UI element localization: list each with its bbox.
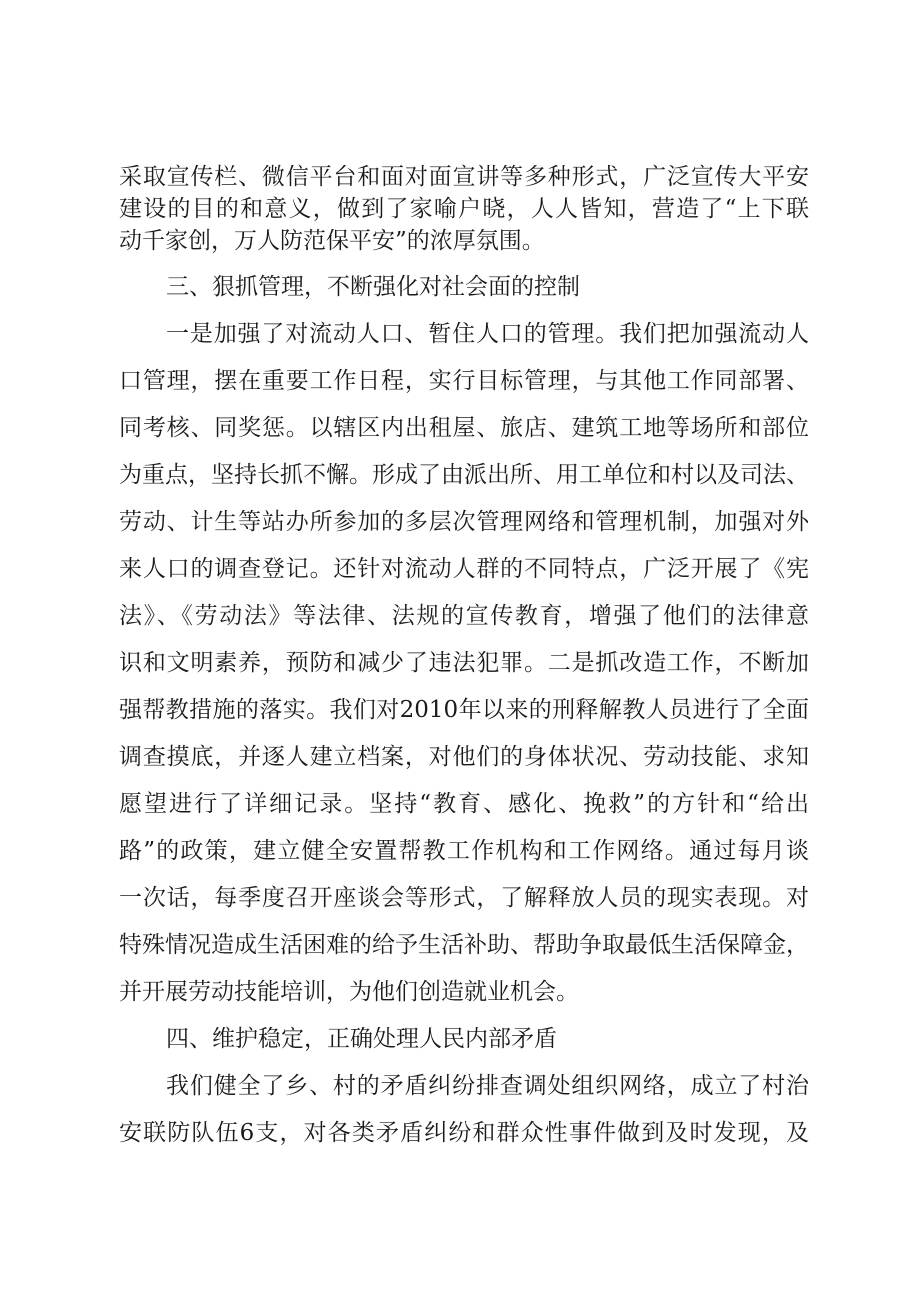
paragraph-3-line-1: 我们健全了乡、村的矛盾纠纷排查调处组织网络，成立了村治 <box>166 1073 809 1099</box>
paragraph-2-line-1: 一是加强了对流动人口、暂住人口的管理。我们把加强流动人 <box>166 321 809 347</box>
paragraph-2-line-14: 特殊情况造成生活困难的给予生活补助、帮助争取最低生活保障金， <box>119 932 809 958</box>
paragraph-2-line-6: 来人口的调查登记。还针对流动人群的不同特点，广泛开展了《宪 <box>119 556 809 582</box>
paragraph-3-line-2: 安联防队伍6支，对各类矛盾纠纷和群众性事件做到及时发现，及 <box>119 1120 809 1146</box>
paragraph-2-line-12: 路”的政策，建立健全安置帮教工作机构和工作网络。通过每月谈 <box>119 838 809 864</box>
paragraph-2-line-5: 劳动、计生等站办所参加的多层次管理网络和管理机制，加强对外 <box>119 509 809 535</box>
section-heading-4: 四、维护稳定，正确处理人民内部矛盾 <box>166 1026 557 1052</box>
paragraph-2-line-10: 调查摸底，并逐人建立档案，对他们的身体状况、劳动技能、求知 <box>119 744 809 770</box>
section-heading-3: 三、狠抓管理，不断强化对社会面的控制 <box>166 274 580 300</box>
paragraph-1-line-2: 建设的目的和意义，做到了家喻户晓，人人皆知，营造了“上下联 <box>119 196 809 222</box>
paragraph-2-line-4: 为重点，坚持长抓不懈。形成了由派出所、用工单位和村以及司法、 <box>119 462 809 488</box>
paragraph-1-line-1: 采取宣传栏、微信平台和面对面宣讲等多种形式，广泛宣传大平安 <box>119 164 809 190</box>
paragraph-2-line-13: 一次话，每季度召开座谈会等形式，了解释放人员的现实表现。对 <box>119 885 809 911</box>
paragraph-2-line-2: 口管理，摆在重要工作日程，实行目标管理，与其他工作同部署、 <box>119 368 809 394</box>
paragraph-2-line-3: 同考核、同奖惩。以辖区内出租屋、旅店、建筑工地等场所和部位 <box>119 415 809 441</box>
paragraph-2-line-7: 法》、《劳动法》等法律、法规的宣传教育，增强了他们的法律意 <box>119 603 809 629</box>
paragraph-2-line-15: 并开展劳动技能培训，为他们创造就业机会。 <box>119 979 579 1005</box>
paragraph-2-line-9: 强帮教措施的落实。我们对2010年以来的刑释解教人员进行了全面 <box>119 697 809 723</box>
paragraph-2-line-11: 愿望进行了详细记录。坚持“教育、感化、挽救”的方针和“给出 <box>119 791 809 817</box>
paragraph-2-line-8: 识和文明素养，预防和减少了违法犯罪。二是抓改造工作，不断加 <box>119 650 809 676</box>
paragraph-1-line-3: 动千家创，万人防范保平安”的浓厚氛围。 <box>119 228 545 254</box>
